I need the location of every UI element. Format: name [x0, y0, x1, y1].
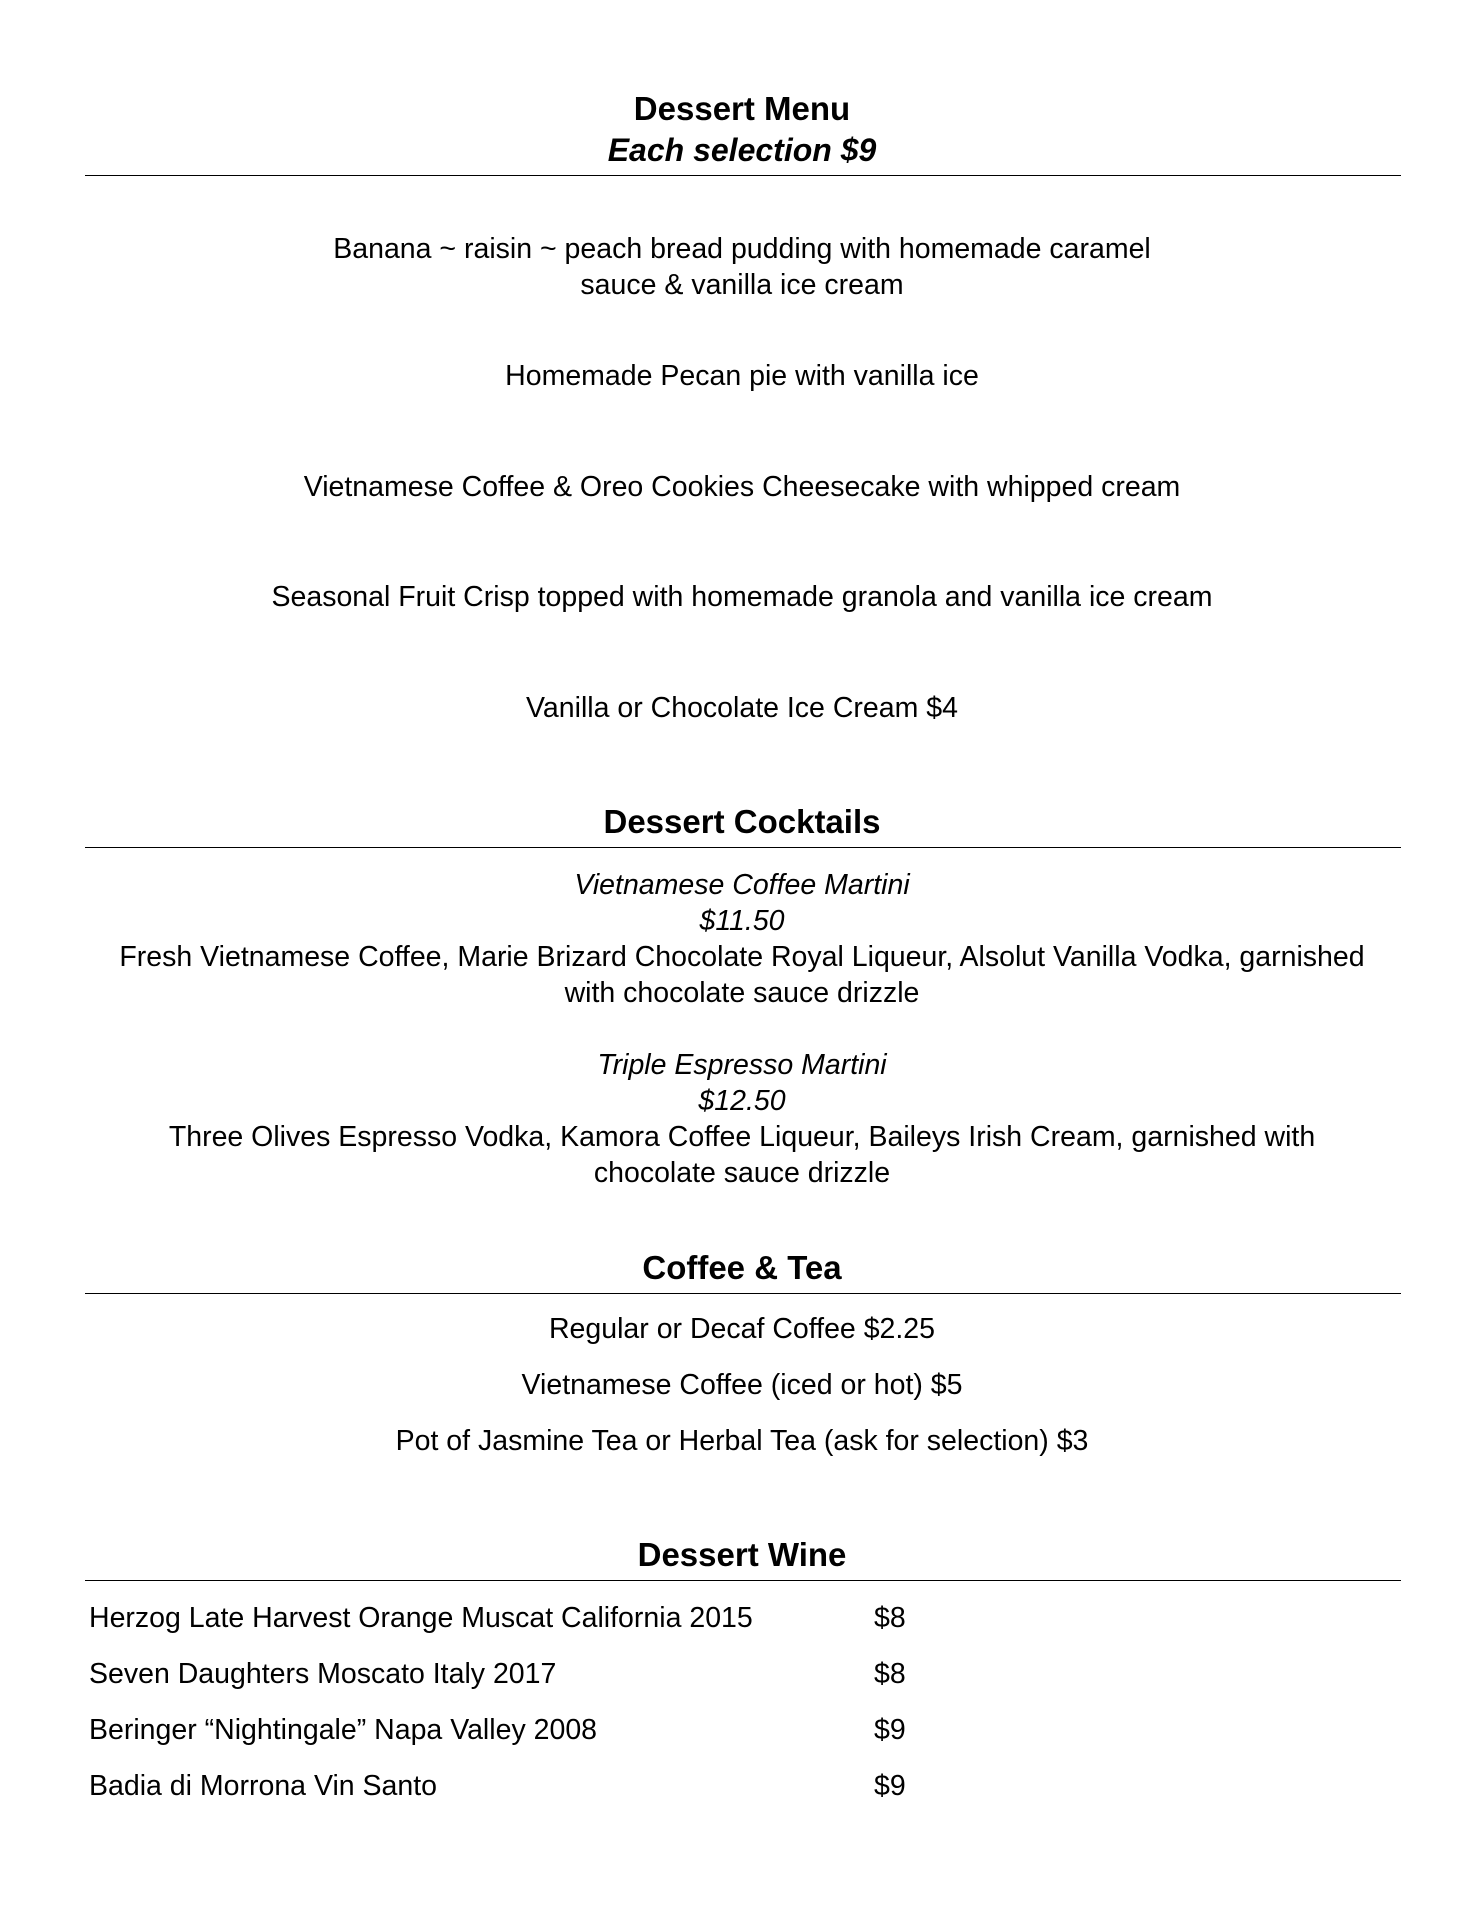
- cocktail-name: Triple Espresso Martini: [597, 1049, 887, 1081]
- coffee-tea-item: Vietnamese Coffee (iced or hot) $5: [521, 1369, 963, 1401]
- wine-name: Beringer “Nightingale” Napa Valley 2008: [89, 1714, 598, 1746]
- wine-name: Herzog Late Harvest Orange Muscat California 2015: [89, 1602, 753, 1634]
- dessert-item: Vietnamese Coffee & Oreo Cookies Cheesecake with whipped cream: [303, 471, 1181, 503]
- cocktails-divider: [85, 847, 1401, 848]
- wine-name: Seven Daughters Moscato Italy 2017: [89, 1658, 557, 1690]
- page-title: Dessert Menu: [633, 90, 851, 127]
- page-subtitle: Each selection $9: [607, 132, 877, 168]
- wine-divider: [85, 1580, 1401, 1581]
- cocktail-description-continued: with chocolate sauce drizzle: [564, 977, 920, 1009]
- cocktail-description: Fresh Vietnamese Coffee, Marie Brizard Chocolate Royal Liqueur, Alsolut Vanilla Vodka, garnished: [119, 941, 1365, 973]
- wine-price: $9: [874, 1714, 906, 1746]
- dessert-item: Vanilla or Chocolate Ice Cream $4: [526, 692, 958, 724]
- header-divider: [85, 175, 1401, 176]
- dessert-item-continued: sauce & vanilla ice cream: [580, 269, 904, 301]
- coffee-tea-divider: [85, 1293, 1401, 1294]
- dessert-item: Seasonal Fruit Crisp topped with homemade granola and vanilla ice cream: [271, 581, 1213, 613]
- dessert-item: Banana ~ raisin ~ peach bread pudding with homemade caramel: [333, 233, 1151, 265]
- cocktail-description: Three Olives Espresso Vodka, Kamora Coffee Liqueur, Baileys Irish Cream, garnished with: [168, 1121, 1316, 1153]
- wine-price: $8: [874, 1602, 906, 1634]
- cocktails-heading: Dessert Cocktails: [603, 803, 881, 840]
- wine-price: $9: [874, 1770, 906, 1802]
- cocktail-name: Vietnamese Coffee Martini: [574, 869, 910, 901]
- cocktail-price: $12.50: [698, 1085, 786, 1117]
- cocktail-price: $11.50: [699, 905, 785, 937]
- dessert-item: Homemade Pecan pie with vanilla ice: [505, 360, 979, 392]
- coffee-tea-heading: Coffee & Tea: [642, 1249, 842, 1286]
- coffee-tea-item: Regular or Decaf Coffee $2.25: [548, 1313, 936, 1345]
- cocktail-description-continued: chocolate sauce drizzle: [593, 1157, 891, 1189]
- coffee-tea-item: Pot of Jasmine Tea or Herbal Tea (ask for selection) $3: [395, 1425, 1089, 1457]
- wine-heading: Dessert Wine: [637, 1536, 847, 1573]
- wine-price: $8: [874, 1658, 906, 1690]
- wine-name: Badia di Morrona Vin Santo: [89, 1770, 438, 1802]
